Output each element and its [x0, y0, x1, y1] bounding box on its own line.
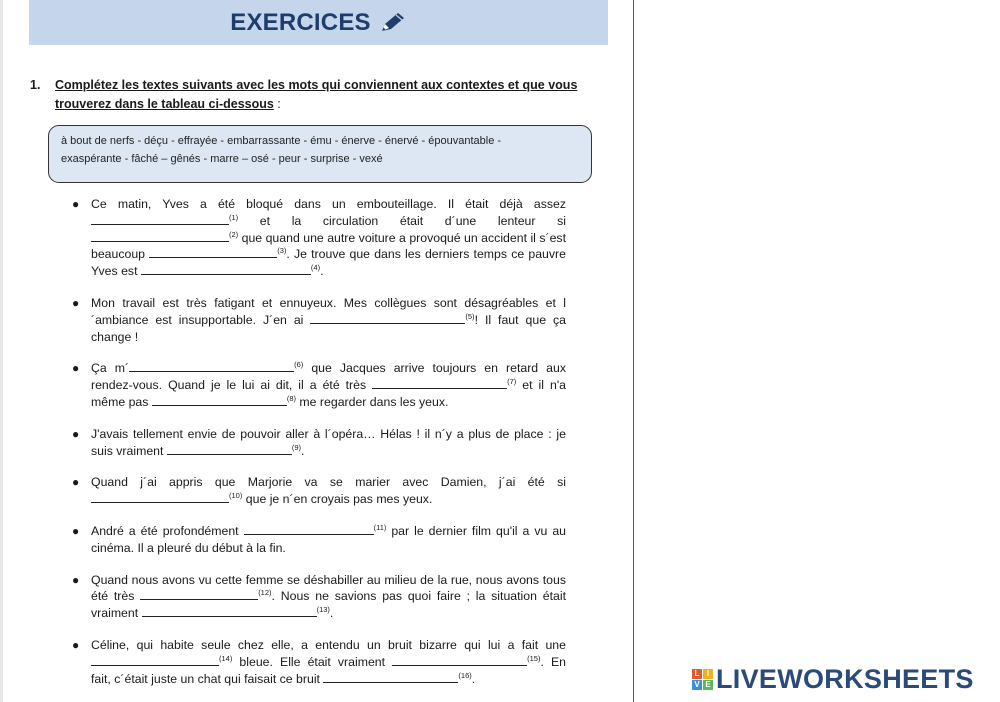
list-item: ● Ça m´ $^{(6)}$ que Jacques arrive toujours en retard aux rendez-vous. Quand je le lui ai dit, il a été très $^{(7)}$ et il n'a même pas $^{(8)}$ me regarder dans les yeux. — [72, 360, 567, 409]
answer-blank-2[interactable] — [91, 230, 229, 242]
header-banner — [29, 0, 608, 45]
word-bank — [48, 125, 592, 183]
list-item: ● André a été profondément $^{(11)}$ par le dernier film qu'il a vu au cinéma. Il a pleuré du début à la fin. — [72, 522, 566, 555]
answer-blank-12[interactable] — [140, 588, 258, 600]
page-title: EXERCICES — [230, 8, 371, 36]
answer-blank-11[interactable] — [244, 523, 374, 535]
logo-grid-icon: L I V E — [692, 669, 713, 690]
answer-blank-10[interactable] — [91, 491, 229, 503]
answer-blank-13[interactable] — [142, 605, 317, 617]
list-item: ● Céline, qui habite seule chez elle, a entendu un bruit bizarre qui lui a fait une $^{(14)}$ bleue. Elle était vraiment $^{(15)}$. En fait, c´était juste un chat qui faisait ce bruit $^{(16)}$. — [72, 637, 566, 686]
instruction-line-1: Complétez les textes suivants avec les mots qui conviennent aux contextes et que vous — [55, 78, 578, 92]
bullet: ● — [72, 197, 80, 211]
answer-blank-5[interactable] — [310, 312, 465, 324]
instruction-line-2: trouverez dans le tableau ci-dessous — [55, 97, 274, 111]
bullet: ● — [72, 572, 80, 587]
bullet: ● — [72, 637, 80, 652]
answer-blank-15[interactable] — [392, 654, 527, 666]
list-item: ● Mon travail est très fatigant et ennuyeux. Mes collègues sont désagréables et l´ambiance est insupportable. J´en ai $^{(5)}$! Il faut que ça change ! — [72, 295, 566, 344]
page-edge — [0, 0, 3, 702]
list-item: ● Ce matin, Yves a été bloqué dans un embouteillage. Il était déjà assez $^{(1)}$ et la circulation était d´une lenteur si $^{(2)}$ que quand une autre voiture a provoqué un accident il s´est beaucoup $^{(3)}$. Je trouve que dans les derniers temps ce pauvre Yves est $^{(4)}$. — [72, 197, 566, 279]
answer-blank-8[interactable] — [152, 394, 287, 406]
word-bank-line-2: exaspérante - fâché – gênés - marre – osé - peur - surprise - vexé — [61, 153, 383, 165]
bullet: ● — [72, 361, 80, 376]
answer-blank-16[interactable] — [323, 671, 458, 683]
bullet: ● — [72, 475, 80, 490]
list-item: ● Quand j´ai appris que Marjorie va se marier avec Damien, j´ai été si $^{(10)}$ que je n´en croyais pas mes yeux. — [72, 475, 566, 507]
answer-blank-9[interactable] — [167, 443, 292, 455]
bullet: ● — [72, 295, 80, 310]
bullet: ● — [72, 523, 80, 538]
answer-blank-14[interactable] — [91, 654, 219, 666]
answer-blank-4[interactable] — [141, 263, 311, 275]
exercise-instruction — [30, 76, 590, 114]
answer-blank-7[interactable] — [372, 377, 507, 389]
exercise-number: 1. — [30, 78, 41, 92]
instruction-colon: : — [273, 97, 281, 111]
liveworksheets-logo[interactable] — [692, 664, 974, 695]
logo-text: LIVEWORKSHEETS — [716, 664, 974, 694]
exercise-items — [70, 196, 566, 687]
bullet: ● — [72, 426, 80, 441]
list-item: ● Quand nous avons vu cette femme se déshabiller au milieu de la rue, nous avons tous été très $^{(12)}$. Nous ne savions pas quoi faire ; la situation était vraiment $^{(13)}$. — [72, 572, 566, 621]
word-bank-line-1: à bout de nerfs - déçu - effrayée - embarrassante - ému - énerve - énervé - épouvantable - — [61, 135, 502, 147]
answer-blank-6[interactable] — [129, 360, 294, 372]
answer-blank-1[interactable] — [91, 213, 229, 225]
list-item: ● J'avais tellement envie de pouvoir aller à l´opéra… Hélas ! il n´y a plus de place : je suis vraiment $^{(9)}$. — [72, 426, 566, 458]
answer-blank-3[interactable] — [149, 246, 277, 258]
pencil-icon — [379, 12, 407, 34]
